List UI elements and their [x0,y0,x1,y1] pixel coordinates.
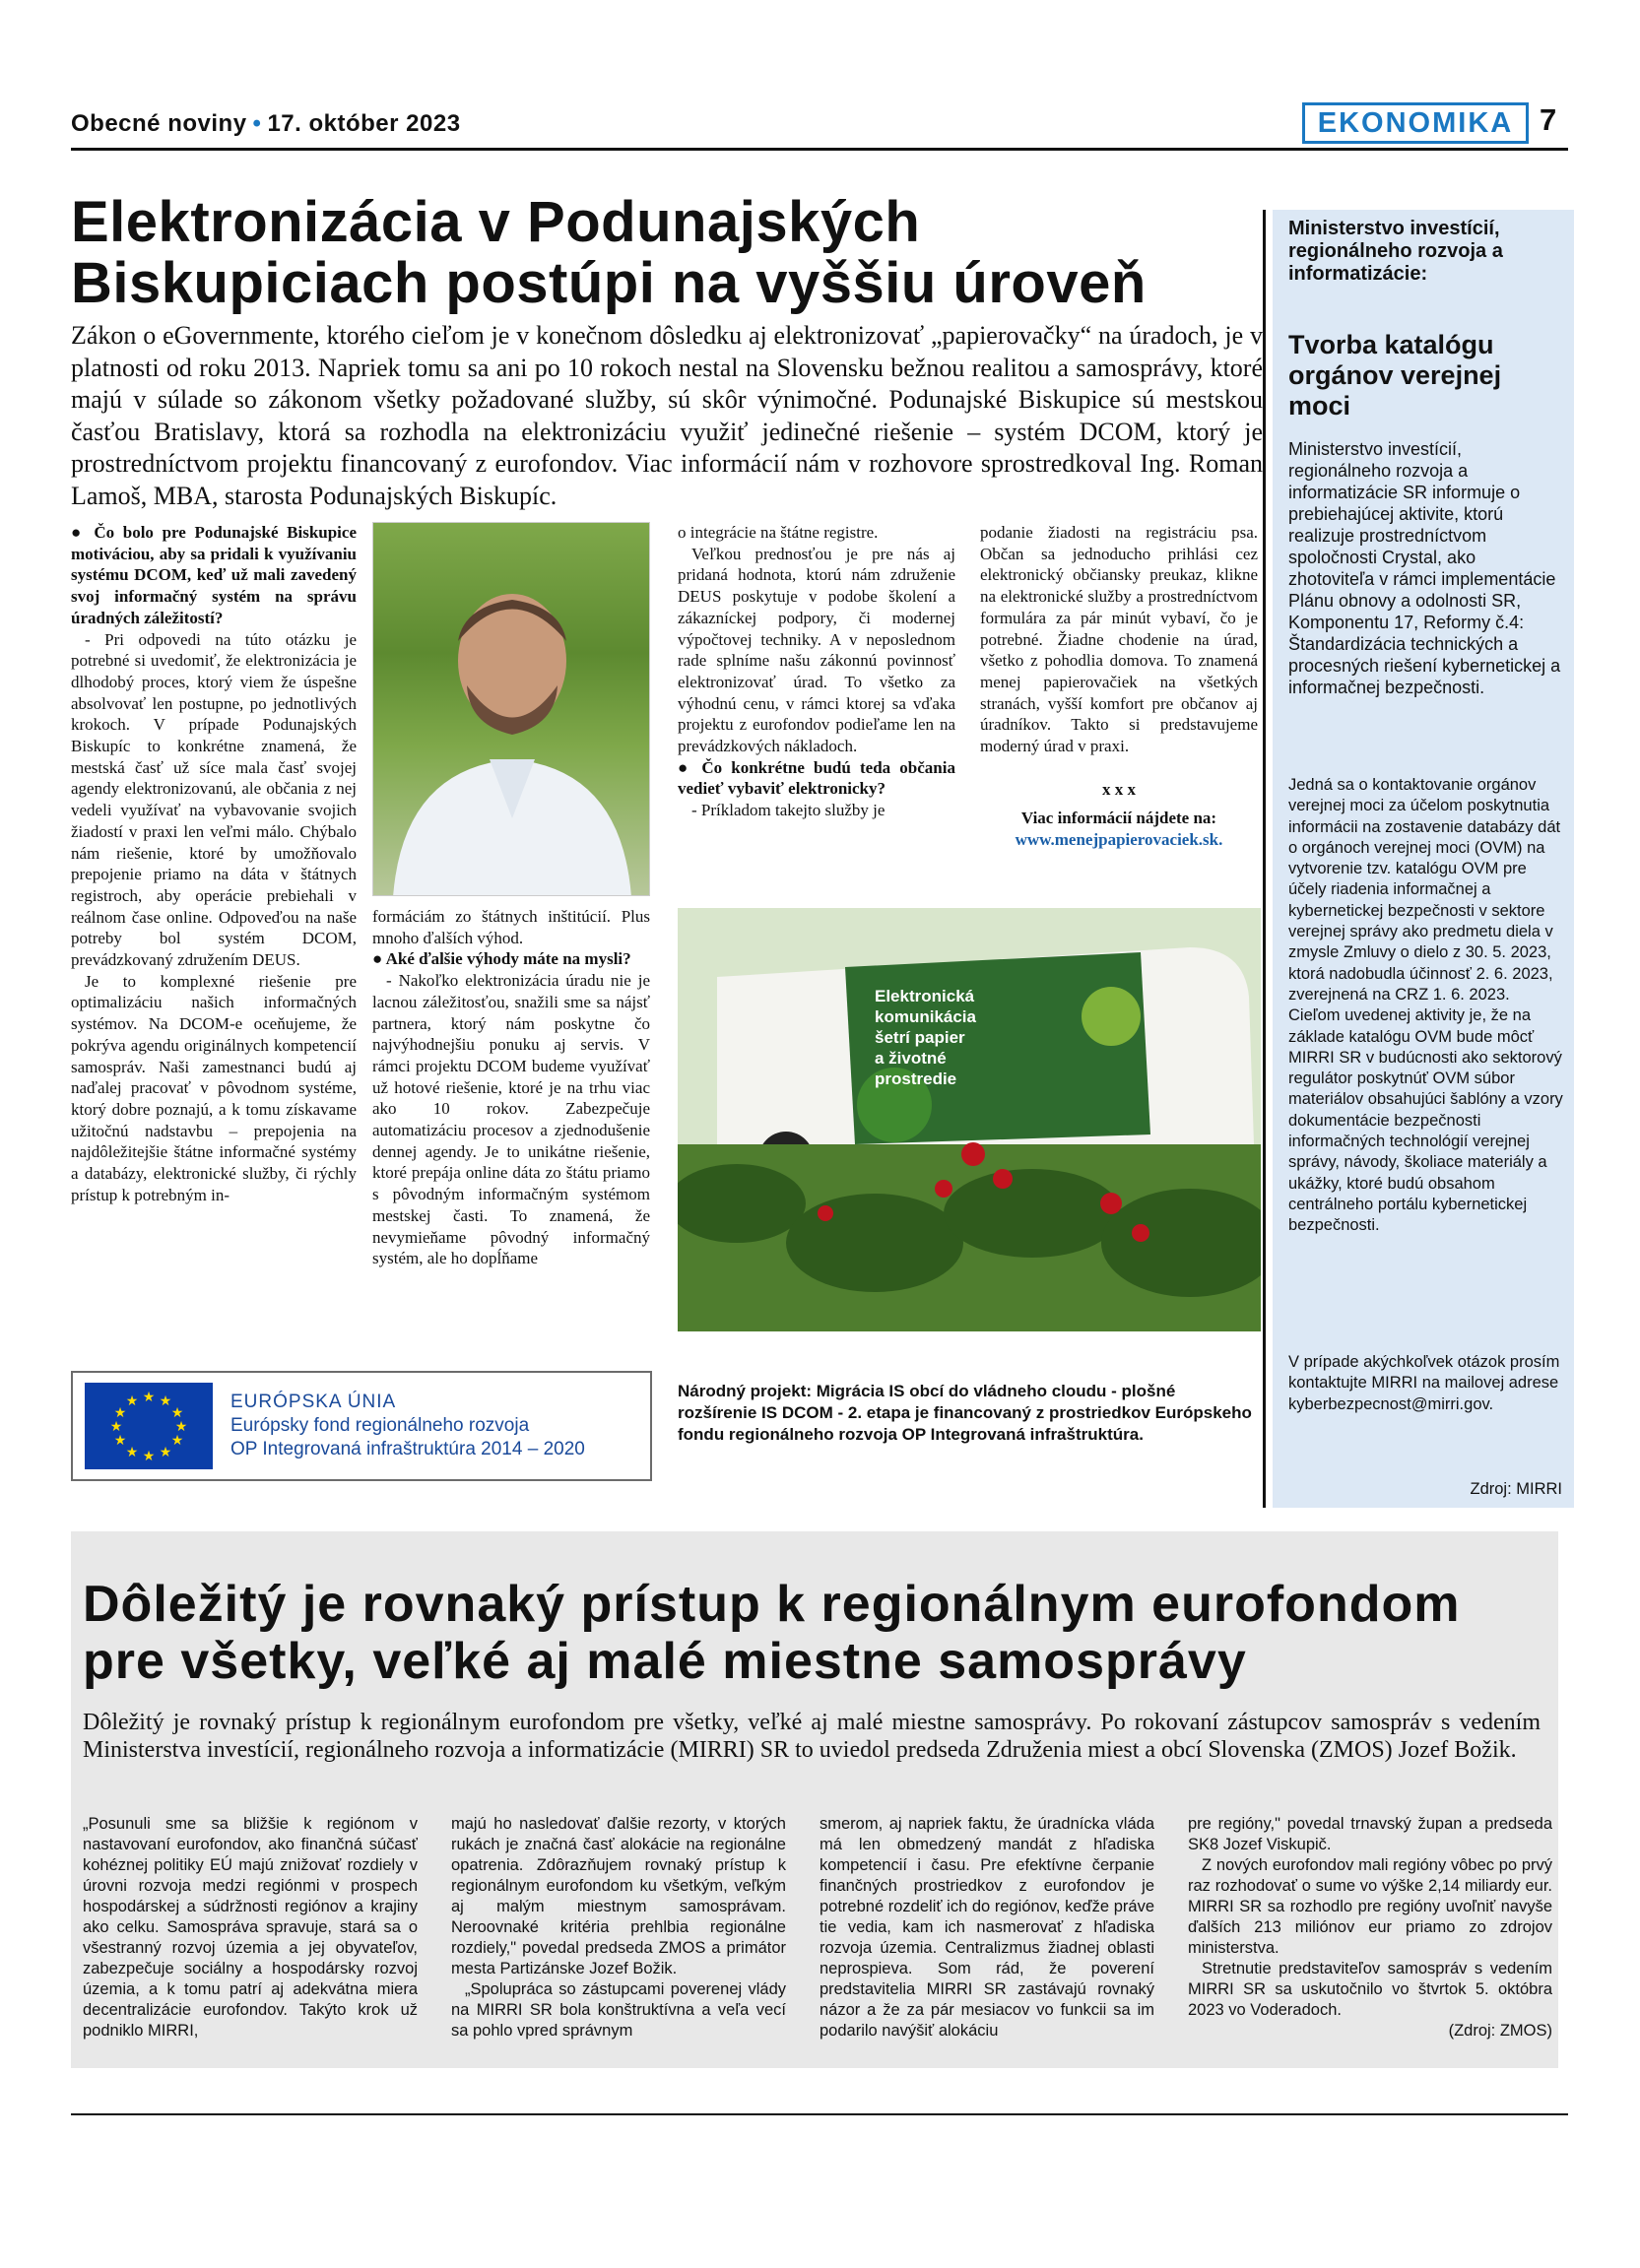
article2-column-4 [1188,1814,1552,2060]
article2-paragraph: „Spolupráca so zástupcami poverenej vlády na MIRRI SR bola konštruktívna a veľa vecí sa pohlo vpred správnym [451,1980,786,2040]
eu-funding-logo [71,1371,652,1481]
interview-question: ● Aké ďalšie výhody máte na mysli? [372,948,650,970]
article2-paragraph: smerom, aj napriek faktu, že úradnícka vláda má len obmedzený mandát z hľadiska kompetencií i času. Pre efektívne čerpanie finančných prostriedkov z eurofondov je potrebné rozdeliť ich do regiónov, keďže práve tie vedia, kam ich nasmerovať z hľadiska rozvoja územia. Centralizmus žiadnej oblasti neprospieva. Som rád, že poverení predstavitelia MIRRI SR zastávajú rovnaký názor a že za pár mesiacov vo funkcii sa im podarilo navýšiť alokáciu [820,1815,1154,2040]
article-column-2 [372,906,650,1359]
sidebar-source: Zdroj: MIRRI [1470,1480,1562,1498]
interview-answer: formáciám zo štátnych inštitúcií. Plus mnoho ďalších výhod. [372,907,650,947]
interview-answer: - Nakoľko elektronizácia úradu nie je lacnou záležitosťou, snažili sme sa nájsť partnera, ktorý nám poskytne čo najvýhodnejšiu ponuku aj servis. V rámci projektu DCOM budeme využívať už hotové riešenie, ktoré je na trhu viac ako 10 rokov. Zabezpečuje automatizáciu procesov a zjednodušenie dennej agendy. Je to unikátne riešenie, ktoré prepája online dáta zo štátu priamo s pôvodným informačným systémom mestskej časti. To znamená, že nevymieňame pôvodný informačný systém, ale ho dopĺňame [372,971,650,1268]
sidebar-kicker: Ministerstvo investícií, regionálneho rozvoja a informatizácie: [1288,218,1503,285]
eu-program-name: OP Integrovaná infraštruktúra 2014 – 2020 [230,1439,585,1459]
svg-text:★: ★ [125,1393,139,1409]
header-rule [71,148,1568,151]
interview-answer: Je to komplexné riešenie pre optimalizáciu našich informačných systémov. Na DCOM-e oceňujeme, že pokrýva agendu originálnych kompetencií samospráv. Naši zamestnanci budú aj naďalej pracovať v pôvodnom systéme, ktorý dobre poznajú, a k tomu získavame užitočnú nadstavbu – prepojenia na najdôležitejšie štátne informačné systémy a databázy, elektronické služby, či rýchly prístup k potrebným in- [71,971,357,1204]
issue-date: 17. október 2023 [267,110,461,137]
separator-dot: • [252,110,262,137]
svg-text:★: ★ [174,1419,188,1435]
article2-source: (Zdroj: ZMOS) [1448,2022,1552,2040]
interview-answer: - Príkladom takejto služby je [691,801,886,820]
interview-question: ● Čo konkrétne budú teda občania vedieť vybaviť elektronicky? [678,757,955,800]
sidebar-title: Tvorba katalógu orgánov verejnej moci [1288,330,1502,421]
svg-text:★: ★ [113,1433,127,1449]
svg-text:★: ★ [142,1390,156,1405]
article2-title: Dôležitý je rovnaký prístup k regionálnym eurofondom pre všetky, veľké aj malé miestne samosprávy [83,1576,1461,1690]
interview-answer: Veľkou prednosťou je pre nás aj pridaná hodnota, ktorú nám združenie DEUS poskytuje v podobe školení a zákazníckej podpory, či modernej výpočtovej techniky. A v neposlednom rade splníme našu zákonnú povinnosť elektronizovať úrad. To všetko za výhodnú cenu, v rámci ktorej sa vďaka projektu z eurofondov podieľame len na prevádzkových nákladoch. [678,544,955,756]
article2-column-1 [83,1814,418,2060]
eu-flag-icon [85,1383,213,1469]
interview-question: ● Čo bolo pre Podunajské Biskupice motiváciou, aby sa pridali k využívaniu systému DCOM, keď už mali zavedený svoj informačný systém na správu úradných záležitostí? [71,522,357,629]
article2-column-2 [451,1814,786,2060]
interview-answer: - Pri odpovedi na túto otázku je potrebné si uvedomiť, že elektronizácia je dlhodobý proces, ktorý viem že úspešne absolvovať len postupne, po jednotlivých krokoch. V prípade Podunajských Biskupíc to konkrétne znamená, že mestská časť už síce mala časť svojej agendy elektronizovanú, ale občania z nej vedeli využívať na vybavovanie svojich žiadostí v praxi len veľmi málo. Chýbalo nám riešenie, ktoré by umožňovalo prepojenie priamo na dáta v štátnych registroch, aby operácie prebiehali v reálnom čase online. Odpoveďou na naše potreby bol systém DCOM, prevádzkovaný združením DEUS. [71,629,357,970]
svg-text:★: ★ [113,1405,127,1421]
article-column-4 [980,522,1258,901]
sidebar-body: Jedná sa o kontaktovanie orgánov verejnej moci za účelom poskytnutia informácii na zostavenie databázy dát o orgánoch verejnej moci (OVM) na vytvorenie tzv. katalógu OVM pre účely riadenia informačnej a kybernetickej bezpečnosti v sektore verejnej správy ako predmetu diela v zmysle Zmluvy o dielo z 30. 5. 2023, ktorá nadobudla účinnosť 2. 6. 2023, zverejnená na CRZ 1. 6. 2023. Cieľom uvedenej aktivity je, že na základe katalógu OVM bude môcť MIRRI SR v budúcnosti ako sektorový regulátor poskytnúť OVM súbor materiálov obsahujúci šablóny a vzory dokumentácie bezpečnosti informačných technológií verejnej správy, návody, školiace materiály a ukážky, ktoré budú obsahom centrálneho portálu kybernetickej bezpečnosti. [1288,776,1563,1235]
svg-text:★: ★ [159,1393,172,1409]
article-lede: Zákon o eGovernmente, ktorého cieľom je v konečnom dôsledku aj elektronizovať „papierovačky“ na úradoch, je v platnosti od roku 2013. Napriek tomu sa ani po 10 rokoch nestal na Slovensku bežnou realitou a samosprávy, ktoré majú v súlade so zákonom všetky požadované služby, sú skôr výnimočné. Podunajské Biskupice sú mestskou časťou Bratislavy, ktorá sa rozhodla na elektronizáciu využiť jedinečné riešenie – systém DCOM, ktorý je prostredníctvom projektu financovaný z eurofondov. Viac informácií nám v rozhovore sprostredkoval Ing. Roman Lamoš, MBA, starosta Podunajských Biskupíc. [71,321,1263,510]
portrait-photo [372,522,650,896]
masthead [71,110,461,138]
more-info-label: Viac informácií nájdete na: [1020,809,1217,828]
svg-text:★: ★ [170,1405,184,1421]
article-column-3 [678,522,955,901]
project-caption: Národný projekt: Migrácia IS obcí do vládneho cloudu - plošné rozšírenie IS DCOM - 2. etapa je financovaný z prostriedkov Európskeho fondu regionálneho rozvoja OP Integrovaná infraštruktúra. [678,1382,1252,1444]
article-title: Elektronizácia v Podunajských Biskupiciach postúpi na vyššiu úroveň [71,190,1147,315]
interview-answer: podanie žiadosti na registráciu psa. Občan sa jednoducho prihlási cez elektronický občiansky preukaz, klikne na elektronické služby a prostredníctvom formulára za pár minút vybaví, čo je potrebné. Žiadne chodenie na úrad, všetko z pohodlia domova. To znamená menej papierovačiek na všetkých stranách, vyšší komfort pre občanov aj úradníkov. Takto si predstavujeme moderný úrad v praxi. [980,523,1258,756]
van-photo [678,908,1261,1331]
article2-column-3 [820,1814,1154,2060]
svg-text:★: ★ [159,1445,172,1460]
portrait-illustration [373,523,650,896]
article2-paragraph: Stretnutie predstaviteľov samospráv s vedením MIRRI SR sa uskutočnilo vo štvrtok 5. októbra 2023 vo Voderadoch. [1188,1960,1552,2019]
website-link[interactable]: www.menejpapierovaciek.sk. [1015,830,1223,850]
article2-paragraph: Z nových eurofondov mali regióny vôbec po prvý raz rozhodovať o sume vo výške 2,14 miliardy eur. MIRRI SR sa rozhodlo pre regióny uvoľniť navyše ďalších 213 miliónov eur priamo zo zdrojov ministerstva. [1188,1856,1552,1957]
sidebar-contact: V prípade akýchkoľvek otázok prosím kontaktujte MIRRI na mailovej adrese kyberbezpecnost@mirri.gov. [1288,1353,1560,1413]
svg-text:★: ★ [170,1433,184,1449]
article2-lede: Dôležitý je rovnaký prístup k regionálnym eurofondom pre všetky, veľké aj malé miestne samosprávy. Po rokovaní zástupcov samospráv s vedením Ministerstva investícií, regionálneho rozvoja a informatizácie (MIRRI) SR to uviedol predseda Združenia miest a obcí Slovenska (ZMOS) Jozef Božik. [83,1710,1541,1763]
sidebar-lead: Ministerstvo investícií, regionálneho rozvoja a informatizácie SR informuje o prebiehajúcej aktivite, ktorú realizuje prostredníctvom spoločnosti Crystal, ako zhotoviteľa v rámci implementácie Plánu obnovy a odolnosti SR, Komponentu 17, Reformy č.4: Štandardizácia technických a procesných riešení kybernetickej a informačnej bezpečnosti. [1288,439,1561,697]
article2-paragraph: „Posunuli sme sa bližšie k regiónom v nastavovaní eurofondov, ako finančná súčasť kohéznej politiky EÚ majú znižovať rozdiely v úrovni rozvoja medzi regiónmi v prospech hospodárskej a súdržnosti regiónov a krajiny ako celku. Samospráva spravuje, stará sa o všestranný rozvoj územia a jej obyvateľov, zabezpečuje sociálny a hospodársky rozvoj územia, a k tomu patrí aj adekvátna miera decentralizácie eurofondov. Takýto krok už podniklo MIRRI, [83,1815,418,2040]
section-separator: x x x [1102,779,1136,799]
sidebar-box [1273,210,1574,1508]
sidebar-divider [1263,210,1266,1508]
eu-fund-name: Európsky fond regionálneho rozvoja [230,1415,530,1436]
section-label: EKONOMIKA [1302,102,1529,144]
article2-paragraph: majú ho nasledovať ďalšie rezorty, v ktorých rukách je značná časť alokácie na regionálne opatrenia. Zdôrazňujem rovnaký prístup k regionálnym eurofondom ku všetkým, veľkým aj malým miestnym samosprávam. Neroovnaké kritéria prehlbia regionálne rozdiely," povedal predseda ZMOS a primátor mesta Partizánske Jozef Božik. [451,1815,786,1977]
van-slogan: Elektronická komunikácia šetrí papier a životné prostredie [875,987,976,1088]
footer-rule [71,2113,1568,2115]
interview-answer: o integrácie na štátne registre. [678,523,879,542]
svg-text:★: ★ [125,1445,139,1460]
eu-name: EURÓPSKA ÚNIA [230,1392,397,1412]
eu-logo-text [230,1391,585,1461]
svg-text:★: ★ [142,1449,156,1464]
van-illustration [678,908,1261,1331]
paper-name: Obecné noviny [71,110,247,137]
article-column-1 [71,522,357,1359]
svg-text:★: ★ [109,1419,123,1435]
page-number: 7 [1540,102,1557,137]
article2-paragraph: pre regióny," povedal trnavský župan a predseda SK8 Jozef Viskupič. [1188,1815,1552,1853]
